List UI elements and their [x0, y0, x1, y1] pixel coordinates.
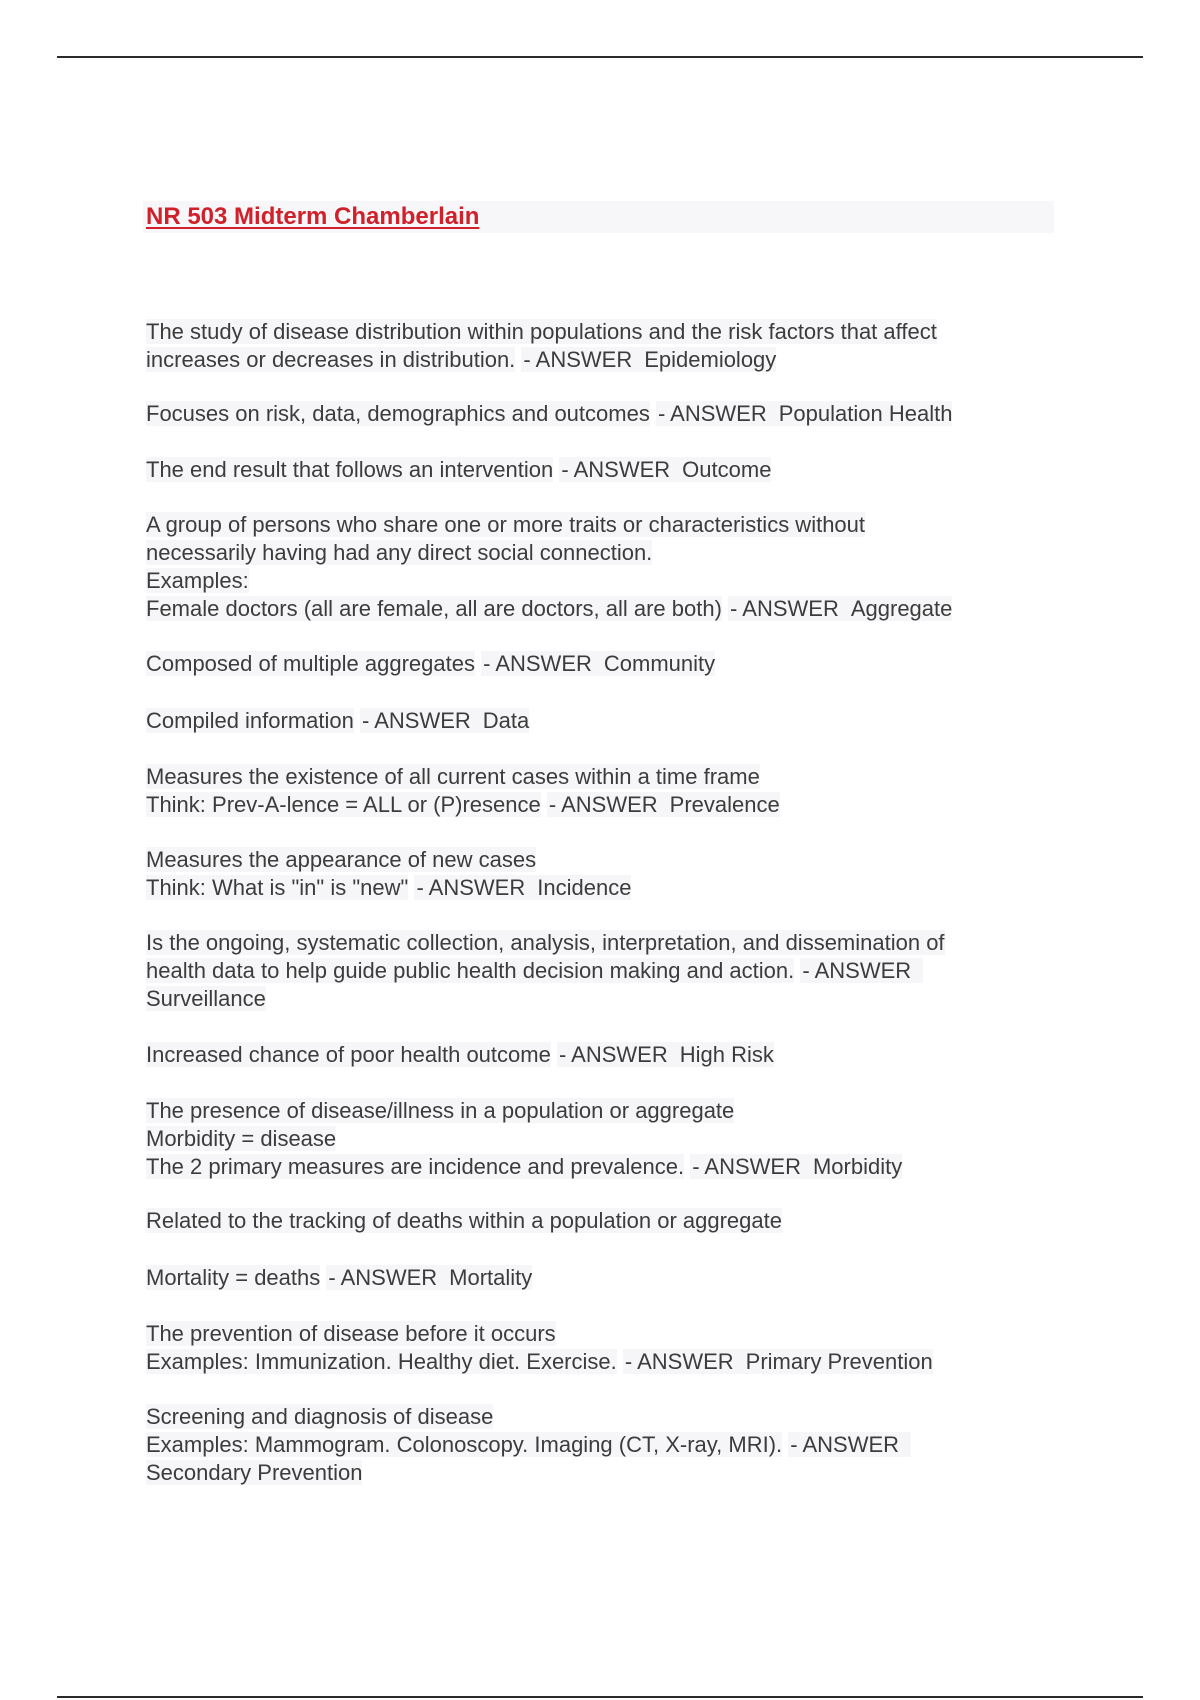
question-text: Think: What is "in" is "new"	[146, 875, 409, 900]
qa-item-surveillance	[146, 929, 945, 1013]
answer-text: Surveillance	[146, 986, 266, 1011]
question-text: Focuses on risk, data, demographics and outcomes	[146, 401, 650, 426]
question-text: Female doctors (all are female, all are doctors, all are both)	[146, 596, 722, 621]
answer-text: Population Health	[778, 401, 953, 426]
answer-separator: - ANSWER	[559, 457, 682, 482]
question-text: The end result that follows an intervention	[146, 457, 554, 482]
answer-text: Primary Prevention	[745, 1349, 933, 1374]
question-text: Mortality = deaths	[146, 1265, 321, 1290]
answer-text: Incidence	[537, 875, 632, 900]
answer-separator: - ANSWER	[521, 347, 644, 372]
question-text: Compiled information	[146, 708, 354, 733]
answer-text: Outcome	[682, 457, 772, 482]
answer-separator: - ANSWER	[728, 596, 851, 621]
document-title: NR 503 Midterm Chamberlain	[146, 203, 480, 230]
question-text: Morbidity = disease	[146, 1126, 337, 1151]
qa-item-morbidity	[146, 1097, 902, 1181]
qa-item-epidemiology	[146, 318, 937, 374]
question-text: Related to the tracking of deaths within a population or aggregate	[146, 1208, 782, 1233]
qa-item-mortality-related	[146, 1207, 782, 1235]
question-text: Examples:	[146, 568, 249, 593]
question-text: health data to help guide public health decision making and action.	[146, 958, 795, 983]
answer-text: Prevalence	[669, 792, 780, 817]
qa-item-high-risk	[146, 1041, 774, 1069]
question-text: Examples: Mammogram. Colonoscopy. Imaging (CT, X-ray, MRI).	[146, 1432, 783, 1457]
question-text: Is the ongoing, systematic collection, analysis, interpretation, and dissemination of	[146, 930, 945, 955]
question-text: Screening and diagnosis of disease	[146, 1404, 494, 1429]
answer-separator: - ANSWER	[557, 1042, 680, 1067]
question-text: The 2 primary measures are incidence and prevalence.	[146, 1154, 685, 1179]
question-text: Examples: Immunization. Healthy diet. Exercise.	[146, 1349, 617, 1374]
question-text: A group of persons who share one or more traits or characteristics without	[146, 512, 866, 537]
qa-item-population-health	[146, 400, 952, 428]
answer-separator: - ANSWER	[326, 1265, 449, 1290]
answer-text: Secondary Prevention	[146, 1460, 363, 1485]
answer-text: Data	[482, 708, 530, 733]
answer-text: Aggregate	[850, 596, 953, 621]
question-text: Measures the existence of all current cases within a time frame	[146, 764, 760, 789]
page-top-rule	[57, 56, 1143, 58]
qa-item-aggregate	[146, 511, 952, 623]
answer-text: Epidemiology	[644, 347, 777, 372]
page-bottom-rule	[57, 1696, 1143, 1698]
question-text: Think: Prev-A-lence = ALL or (P)resence	[146, 792, 541, 817]
question-text: The presence of disease/illness in a population or aggregate	[146, 1098, 735, 1123]
answer-separator: - ANSWER	[656, 401, 779, 426]
qa-item-primary-prevention	[146, 1320, 933, 1376]
qa-item-mortality	[146, 1264, 532, 1292]
answer-separator: - ANSWER	[360, 708, 483, 733]
answer-separator: - ANSWER	[481, 651, 604, 676]
answer-text: Mortality	[449, 1265, 533, 1290]
answer-text: Community	[603, 651, 716, 676]
question-text: increases or decreases in distribution.	[146, 347, 516, 372]
answer-separator: - ANSWER	[690, 1154, 813, 1179]
answer-text: High Risk	[679, 1042, 774, 1067]
question-text: The study of disease distribution within populations and the risk factors that affect	[146, 319, 937, 344]
answer-separator: - ANSWER	[414, 875, 537, 900]
answer-text: Morbidity	[812, 1154, 903, 1179]
qa-item-secondary-prevention	[146, 1403, 911, 1487]
qa-item-outcome	[146, 456, 771, 484]
qa-item-data	[146, 707, 529, 735]
question-text: Composed of multiple aggregates	[146, 651, 475, 676]
question-text: necessarily having had any direct social connection.	[146, 540, 653, 565]
answer-separator: - ANSWER	[623, 1349, 746, 1374]
question-text: Increased chance of poor health outcome	[146, 1042, 551, 1067]
question-text: Measures the appearance of new cases	[146, 847, 537, 872]
answer-separator: - ANSWER	[547, 792, 670, 817]
qa-item-community	[146, 650, 715, 678]
qa-item-prevalence	[146, 763, 780, 819]
question-text: The prevention of disease before it occurs	[146, 1321, 556, 1346]
answer-separator: - ANSWER	[800, 958, 923, 983]
answer-separator: - ANSWER	[788, 1432, 911, 1457]
qa-item-incidence	[146, 846, 631, 902]
